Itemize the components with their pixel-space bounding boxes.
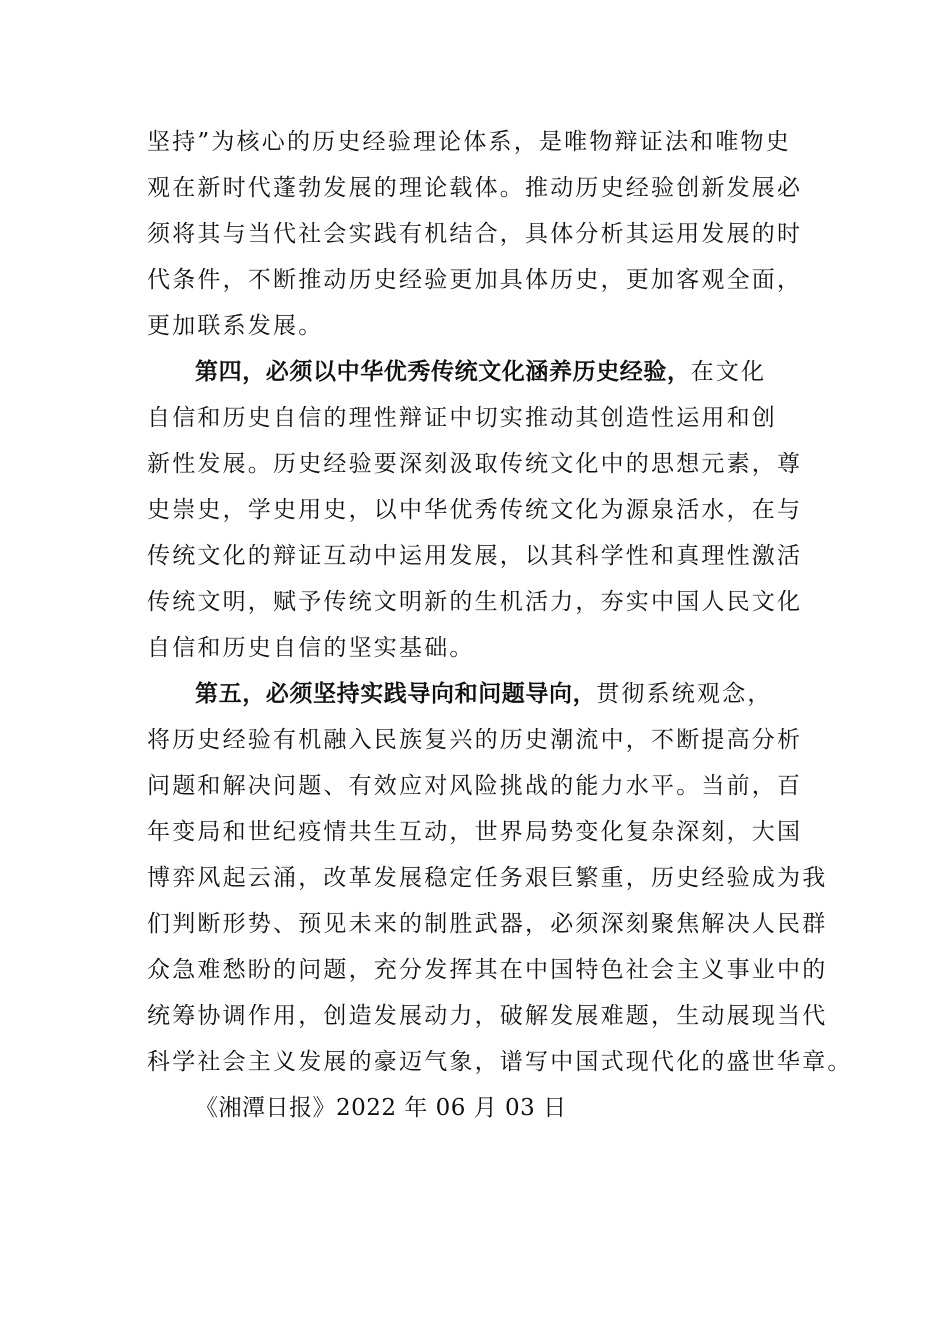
- text-line: 坚持”为核心的历史经验理论体系，是唯物辩证法和唯物史: [147, 129, 791, 155]
- article-body: [147, 119, 853, 1131]
- text-line: 们判断形势、预见未来的制胜武器，必须深刻聚焦解决人民群: [147, 911, 828, 937]
- text-line: 将历史经验有机融入民族复兴的历史潮流中，不断提高分析: [147, 727, 803, 753]
- paragraph-heading: 第四，必须以中华优秀传统文化涵养历史经验，: [195, 359, 691, 385]
- text-line: 博弈风起云涌，改革发展稳定任务艰巨繁重，历史经验成为我: [147, 865, 828, 891]
- text-line: 传统文化的辩证互动中运用发展，以其科学性和真理性激活: [147, 543, 803, 569]
- text-line-first: [147, 671, 827, 717]
- text-line: 新性发展。历史经验要深刻汲取传统文化中的思想元素，尊: [147, 451, 803, 477]
- text-line: 自信和历史自信的理性辩证中切实推动其创造性运用和创: [147, 405, 777, 431]
- text-line: 统筹协调作用，创造发展动力，破解发展难题，生动展现当代: [147, 1003, 828, 1029]
- text-line: 更加联系发展。: [147, 313, 324, 339]
- text-line: 众急难愁盼的问题，充分发挥其在中国特色社会主义事业中的: [147, 957, 828, 983]
- text-line: 问题和解决问题、有效应对风险挑战的能力水平。当前，百: [147, 773, 803, 799]
- paragraph-3: [147, 671, 853, 1085]
- paragraph-heading: 第五，必须坚持实践导向和问题导向，: [195, 681, 597, 707]
- text-line: 年变局和世纪疫情共生互动，世界局势变化复杂深刻，大国: [147, 819, 803, 845]
- text-line: 科学社会主义发展的豪迈气象，谱写中国式现代化的盛世华章。: [147, 1049, 853, 1075]
- text-line: 自信和历史自信的坚实基础。: [147, 635, 475, 661]
- text-line: 史崇史，学史用史，以中华优秀传统文化为源泉活水，在与: [147, 497, 803, 523]
- paragraph-2: [147, 349, 827, 671]
- text-line: 代条件，不断推动历史经验更加具体历史，更加客观全面，: [147, 267, 803, 293]
- text-line: 须将其与当代社会实践有机结合，具体分析其运用发展的时: [147, 221, 803, 247]
- text-line-first: [147, 349, 827, 395]
- source-citation: 《湘潭日报》2022 年 06 月 03 日: [195, 1095, 567, 1121]
- paragraph-1: [147, 119, 827, 349]
- text-run: 在文化: [690, 359, 767, 385]
- text-line: 观在新时代蓬勃发展的理论载体。推动历史经验创新发展必: [147, 175, 803, 201]
- text-run: 贯彻系统观念，: [596, 681, 773, 707]
- text-line: 传统文明，赋予传统文明新的生机活力，夯实中国人民文化: [147, 589, 803, 615]
